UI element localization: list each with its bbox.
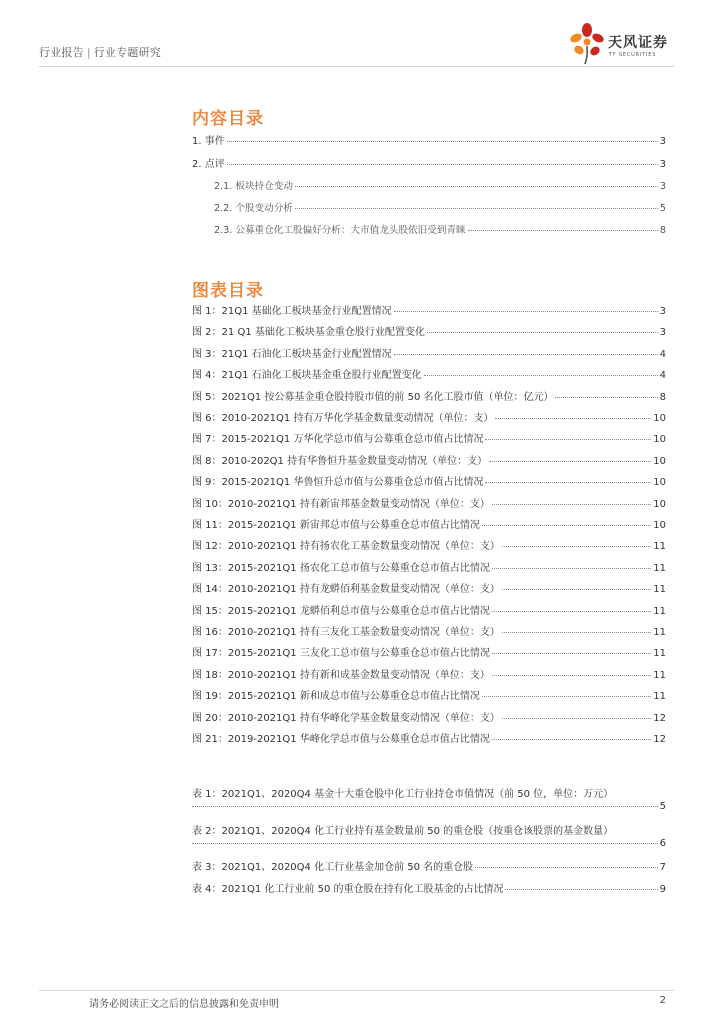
leader-dots — [394, 311, 658, 312]
table-item-page: 6 — [659, 838, 666, 849]
report-category — [39, 44, 161, 60]
figure-item-label: 图 2：21 Q1 基础化工板块基金重仓股行业配置变化 — [192, 327, 425, 339]
figure-item[interactable] — [192, 516, 666, 531]
figure-item-label: 图 16：2010-2021Q1 持有三友化工基金数量变动情况（单位：支） — [192, 627, 500, 638]
leader-dots — [295, 186, 658, 187]
toc-subitem[interactable] — [214, 178, 666, 192]
leader-dots — [492, 504, 651, 505]
figure-item-label: 图 10：2010-2021Q1 持有新宙邦基金数量变动情况（单位：支） — [192, 498, 490, 510]
figure-item-label: 图 18：2010-2021Q1 持有新和成基金数量变动情况（单位：支） — [192, 669, 490, 681]
table-item[interactable] — [192, 880, 666, 895]
toc-subitem[interactable] — [214, 200, 666, 214]
figure-item[interactable] — [192, 409, 666, 424]
figure-item-label: 图 19：2015-2021Q1 新和成总市值与公募重仓总市值占比情况 — [192, 691, 480, 703]
figure-item-page: 11 — [653, 541, 666, 553]
figure-item-label: 图 13：2015-2021Q1 扬农化工总市值与公募重仓总市值占比情况 — [192, 562, 490, 574]
leader-dots — [502, 718, 651, 719]
figure-item[interactable] — [192, 452, 666, 467]
figure-item-page: 10 — [653, 413, 666, 424]
toc-item-page: 3 — [659, 159, 666, 170]
brand-name-cn: 天风证券 — [608, 35, 668, 51]
flower-logo-icon — [568, 22, 606, 66]
leader-dots — [227, 141, 658, 142]
leader-dots — [427, 332, 658, 333]
toc-item[interactable] — [192, 155, 666, 170]
figure-item-label: 图 15：2015-2021Q1 龙蟒佰利总市值与公募重仓总市值占比情况 — [192, 605, 490, 617]
toc-title: 内容目录 — [192, 109, 264, 129]
table-item-label[interactable]: 表 1：2021Q1、2020Q4 基金十大重仓股中化工行业持仓市值情况（前 50 位，单位：万元） — [192, 789, 614, 800]
figure-item-label: 图 8：2010-202Q1 持有华鲁恒升基金数量变动情况（单位：支） — [192, 455, 488, 467]
figure-item-label: 图 6：2010-2021Q1 持有万华化学基金数量变动情况（单位：支） — [192, 413, 494, 424]
figure-item[interactable] — [192, 388, 666, 403]
table-item-label: 表 3：2021Q1、2020Q4 化工行业基金加仓前 50 名的重仓股 — [192, 862, 474, 873]
figure-item[interactable] — [192, 602, 666, 617]
header-divider — [39, 66, 674, 67]
figure-item-page: 11 — [653, 605, 666, 617]
leader-dots — [492, 568, 651, 569]
figure-item-page: 11 — [653, 627, 666, 638]
figure-item[interactable] — [192, 580, 666, 595]
leader-dots — [555, 397, 657, 398]
category-label: 行业报告 — [39, 46, 84, 59]
figure-item[interactable] — [192, 302, 666, 317]
figure-item-page: 11 — [653, 691, 666, 703]
leader-dots — [492, 653, 651, 654]
figure-item-page: 3 — [659, 306, 666, 317]
figure-item[interactable] — [192, 559, 666, 574]
footer-disclaimer[interactable]: 请务必阅读正文之后的信息披露和免责申明 — [89, 999, 279, 1010]
figure-item-label: 图 14：2010-2021Q1 持有龙蟒佰利基金数量变动情况（单位：支） — [192, 584, 500, 596]
figure-item-page: 10 — [653, 498, 666, 510]
figure-item-page: 4 — [659, 348, 666, 360]
figure-item[interactable] — [192, 345, 666, 360]
figure-item[interactable] — [192, 323, 666, 338]
figure-item-label: 图 21：2019-2021Q1 华峰化学总市值与公募重仓总市值占比情况 — [192, 734, 490, 745]
leader-dots — [505, 889, 657, 890]
figure-item-page: 12 — [653, 734, 666, 745]
leader-dots — [475, 867, 657, 868]
figure-item-page: 11 — [653, 584, 666, 596]
toc-item-label: 1. 事件 — [192, 136, 225, 147]
figure-item-label: 图 4：21Q1 石油化工板块基金重仓股行业配置变化 — [192, 370, 422, 382]
figure-item-page: 11 — [653, 648, 666, 660]
toc-item-page: 8 — [659, 225, 666, 236]
leader-dots — [468, 230, 658, 231]
figure-item-page: 12 — [653, 712, 666, 724]
figure-item[interactable] — [192, 623, 666, 638]
table-item[interactable] — [192, 858, 666, 873]
leader-dots — [492, 739, 651, 740]
figure-item[interactable] — [192, 537, 666, 552]
figure-item-label: 图 17：2015-2021Q1 三友化工总市值与公募重仓总市值占比情况 — [192, 648, 490, 660]
leader-dots — [502, 546, 651, 547]
leader-dots — [227, 164, 658, 165]
figure-item-label: 图 20：2010-2021Q1 持有华峰化学基金数量变动情况（单位：支） — [192, 712, 500, 724]
table-item-continuation — [192, 838, 666, 849]
brand-name-en: TF SECURITIES — [609, 52, 657, 58]
toc-item-label: 2.2. 个股变动分析 — [214, 203, 293, 214]
toc-item-page: 3 — [659, 181, 666, 192]
leader-dots — [502, 632, 651, 633]
figure-item[interactable] — [192, 709, 666, 724]
figure-item[interactable] — [192, 730, 666, 745]
leader-dots — [495, 418, 651, 419]
toc-item-label: 2.1. 板块持仓变动 — [214, 181, 293, 192]
figure-item-page: 10 — [653, 455, 666, 467]
figure-item-page: 10 — [653, 520, 666, 531]
subcategory-label: 行业专题研究 — [93, 46, 161, 59]
figure-item[interactable] — [192, 430, 666, 445]
figure-item-page: 4 — [659, 370, 666, 382]
leader-dots — [502, 589, 651, 590]
figures-title: 图表目录 — [192, 281, 264, 301]
page-number: 2 — [659, 995, 666, 1006]
figure-item-page: 10 — [653, 477, 666, 489]
figure-item[interactable] — [192, 495, 666, 510]
figure-item-page: 11 — [653, 562, 666, 574]
table-item-page: 5 — [659, 801, 666, 812]
leader-dots — [295, 208, 658, 209]
leader-dots — [489, 461, 651, 462]
toc-item[interactable] — [192, 132, 666, 147]
footer-divider — [39, 990, 674, 991]
table-item-label: 表 4：2021Q1 化工行业前 50 的重仓股在持有化工股基金的占比情况 — [192, 884, 504, 895]
leader-dots — [482, 525, 651, 526]
figure-item-label: 图 11：2015-2021Q1 新宙邦总市值与公募重仓总市值占比情况 — [192, 520, 480, 531]
figure-item-label: 图 7：2015-2021Q1 万华化学总市值与公募重仓总市值占比情况 — [192, 434, 484, 446]
toc-item-page: 5 — [659, 203, 666, 214]
toc-item-label: 2. 点评 — [192, 159, 225, 170]
header-separator: | — [86, 46, 91, 59]
leader-dots — [192, 843, 658, 844]
figure-item-label: 图 5：2021Q1 按公募基金重仓股持股市值的前 50 名化工股市值（单位：亿元） — [192, 391, 554, 403]
toc-subitem[interactable] — [214, 222, 666, 236]
figure-item[interactable] — [192, 473, 666, 488]
leader-dots — [485, 482, 651, 483]
table-item-label[interactable]: 表 2：2021Q1、2020Q4 化工行业持有基金数量前 50 的重仓股（按重仓该股票的基金数量） — [192, 826, 614, 837]
table-item-page: 7 — [659, 862, 666, 873]
figure-item[interactable] — [192, 366, 666, 381]
leader-dots — [492, 611, 651, 612]
figure-item[interactable] — [192, 687, 666, 702]
table-item-continuation — [192, 801, 666, 812]
figure-item-page: 10 — [653, 434, 666, 446]
figure-item[interactable] — [192, 666, 666, 681]
figure-item-page: 3 — [659, 327, 666, 339]
figure-item-label: 图 3：21Q1 石油化工板块基金行业配置情况 — [192, 348, 392, 360]
leader-dots — [394, 354, 658, 355]
brand-logo — [568, 22, 678, 66]
figure-item-label: 图 9：2015-2021Q1 华鲁恒升总市值与公募重仓总市值占比情况 — [192, 477, 484, 489]
figure-item-label: 图 1：21Q1 基础化工板块基金行业配置情况 — [192, 306, 392, 317]
leader-dots — [482, 696, 651, 697]
leader-dots — [192, 806, 658, 807]
figure-item-page: 8 — [659, 391, 666, 403]
leader-dots — [424, 375, 658, 376]
figure-item-page: 11 — [653, 669, 666, 681]
figure-item-label: 图 12：2010-2021Q1 持有扬农化工基金数量变动情况（单位：支） — [192, 541, 500, 553]
toc-item-page: 3 — [659, 136, 666, 147]
leader-dots — [485, 439, 651, 440]
toc-item-label: 2.3. 公募重仓化工股偏好分析：大市值龙头股依旧受到青睐 — [214, 225, 466, 236]
table-item-page: 9 — [659, 884, 666, 895]
figure-item[interactable] — [192, 644, 666, 659]
leader-dots — [492, 675, 651, 676]
